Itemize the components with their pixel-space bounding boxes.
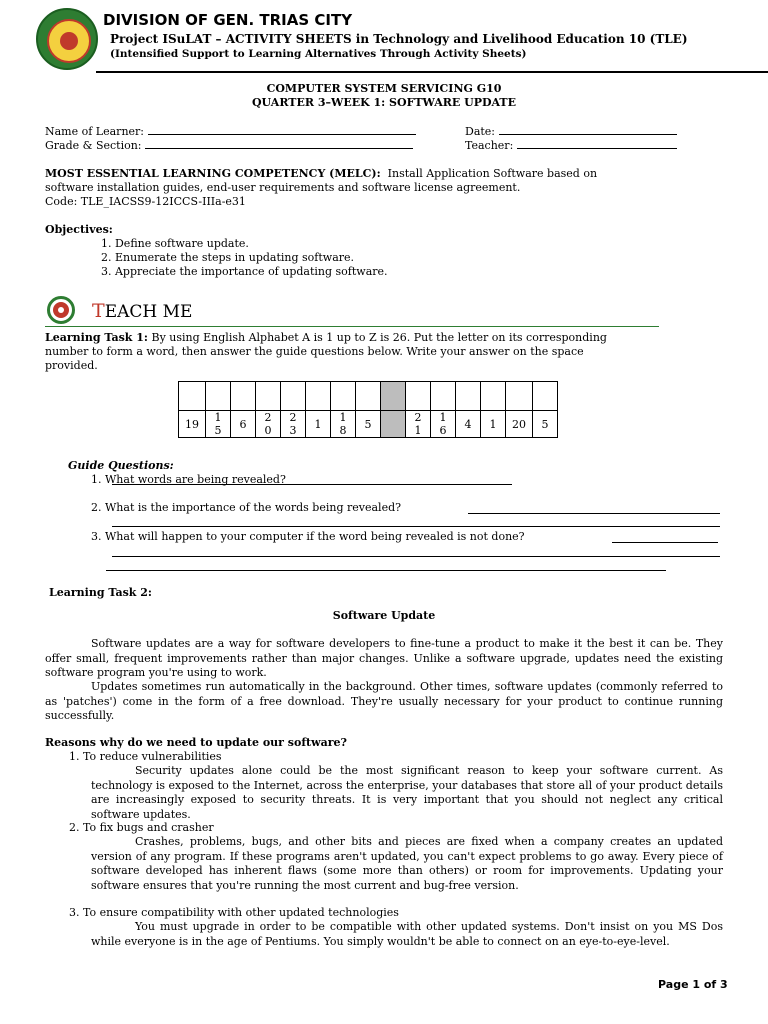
grade-label: Grade & Section: [45,139,142,152]
reason1-text: Security updates alone could be the most significant reason to keep your software current. As technology is exposed to the Internet, across the enterprise, your databases that store all of your product details are increasingly exposed to security threats. It is very important that you should not neglect any critical software updates. [91,764,723,821]
target-icon [47,296,75,324]
melc-text1: Install Application Software based on [387,167,598,180]
teach-me-initial: T [92,300,105,322]
number-clue-cell: 2 1 [406,411,431,438]
answer-line[interactable] [112,484,512,485]
answer-line[interactable] [112,556,720,557]
answer-line[interactable] [468,513,720,514]
letter-answer-cell[interactable] [481,382,506,411]
number-clue-cell: 1 [306,411,331,438]
answer-line[interactable] [112,526,720,527]
letter-answer-cell[interactable] [306,382,331,411]
answer-line[interactable] [612,542,718,543]
reason2-title: 2. To fix bugs and crasher [69,821,214,834]
teacher-field[interactable] [465,138,677,154]
reason2-text: Crashes, problems, bugs, and other bits and pieces are fixed when a company creates an updated version of any program. If these programs aren't updated, you can't expect problems to go away. Every piece of software developed has inherent flaws (some more than others) or room for improvements. Updating your software ensures that you're running the most current and bug-free version. [91,835,723,892]
number-clue-cell: 2 3 [281,411,306,438]
number-clue-cell: 6 [231,411,256,438]
cipher-table [178,381,558,438]
reason3-text: You must upgrade in order to be compatible with other updated systems. Don't insist on you MS Dos while everyone is in the age of Pentiums. You simply wouldn't be able to connect on an eye-to-eye-level. [91,920,723,948]
letter-answer-cell[interactable] [381,382,406,411]
melc-line2: software installation guides, end-user requirements and software license agreement. [45,181,521,194]
melc-code: Code: TLE_IACSS9-12ICCS-IIIa-e31 [45,195,246,208]
task1-text [45,331,723,346]
melc-line1 [45,167,695,182]
name-label: Name of Learner: [45,125,144,138]
letter-answer-cell[interactable] [356,382,381,411]
letter-answer-cell[interactable] [256,382,281,411]
melc-label: MOST ESSENTIAL LEARNING COMPETENCY (MELC): [45,167,381,180]
number-clue-cell: 19 [179,411,206,438]
task1-text-a: By using English Alphabet A is 1 up to Z is 26. Put the letter on its corresponding [151,331,607,344]
teach-me-heading [92,300,192,322]
letter-answer-cell[interactable] [506,382,533,411]
page-number: Page 1 of 3 [658,978,728,991]
number-clue-cell: 4 [456,411,481,438]
reason3-title: 3. To ensure compatibility with other updated technologies [69,906,399,919]
number-clue-cell: 1 5 [206,411,231,438]
week-title: QUARTER 3–WEEK 1: SOFTWARE UPDATE [251,96,517,109]
number-clue-cell: 1 [481,411,506,438]
task2-paragraph1: Software updates are a way for software developers to fine-tune a product to make it the best it can be. They offer small, frequent improvements rather than major changes. Unlike a software upgrade, updates need the existing software program you're using to work. [45,637,723,679]
task1-label: Learning Task 1: [45,331,148,344]
number-clue-cell: 2 0 [256,411,281,438]
task2-heading: Software Update [332,609,436,622]
teacher-label: Teacher: [465,139,514,152]
task1-text-b: number to form a word, then answer the guide questions below. Write your answer on the space [45,345,584,358]
project-title: Project ISuLAT – ACTIVITY SHEETS in Technology and Livelihood Education 10 (TLE) [110,32,688,46]
letter-answer-cell[interactable] [331,382,356,411]
teach-me-rule [45,326,659,327]
letter-answer-cell[interactable] [179,382,206,411]
reason1-title: 1. To reduce vulnerabilities [69,750,222,763]
objective-item: 1. Define software update. [101,237,249,250]
letter-answer-cell[interactable] [533,382,558,411]
objective-item: 2. Enumerate the steps in updating software. [101,251,355,264]
course-title: COMPUTER SYSTEM SERVICING G10 [266,82,502,95]
date-label: Date: [465,125,496,138]
number-clue-cell: 5 [356,411,381,438]
objective-item: 3. Appreciate the importance of updating software. [101,265,388,278]
reasons-label: Reasons why do we need to update our software? [45,736,347,749]
division-title: DIVISION OF GEN. TRIAS CITY [103,11,353,29]
number-clue-cell: 5 [533,411,558,438]
number-clue-cell: 1 6 [431,411,456,438]
teach-me-rest: EACH ME [104,302,193,322]
task2-paragraph2: Updates sometimes run automatically in the background. Other times, software updates (commonly referred to as 'patches') come in the form of a free download. They're usually necessary for your product to continue running successfully. [45,680,723,722]
guide-label: Guide Questions: [68,459,174,472]
guide-q2: 2. What is the importance of the words being revealed? [91,501,402,514]
number-clue-cell [381,411,406,438]
number-clue-cell: 20 [506,411,533,438]
letter-answer-cell[interactable] [406,382,431,411]
project-subtitle: (Intensified Support to Learning Alternatives Through Activity Sheets) [110,48,527,60]
letter-answer-cell[interactable] [456,382,481,411]
number-clue-cell: 1 8 [331,411,356,438]
division-seal-icon [36,8,98,70]
guide-q3: 3. What will happen to your computer if the word being revealed is not done? [91,530,525,543]
letter-answer-cell[interactable] [231,382,256,411]
header-rule [96,71,768,73]
task2-label: Learning Task 2: [49,586,152,599]
letter-answer-cell[interactable] [281,382,306,411]
letter-answer-cell[interactable] [431,382,456,411]
letter-answer-cell[interactable] [206,382,231,411]
objectives-label: Objectives: [45,223,113,236]
answer-line[interactable] [106,570,666,571]
task1-text-c: provided. [45,359,98,372]
grade-field[interactable] [45,138,413,154]
guide-q1: 1. What words are being revealed? [91,473,286,486]
